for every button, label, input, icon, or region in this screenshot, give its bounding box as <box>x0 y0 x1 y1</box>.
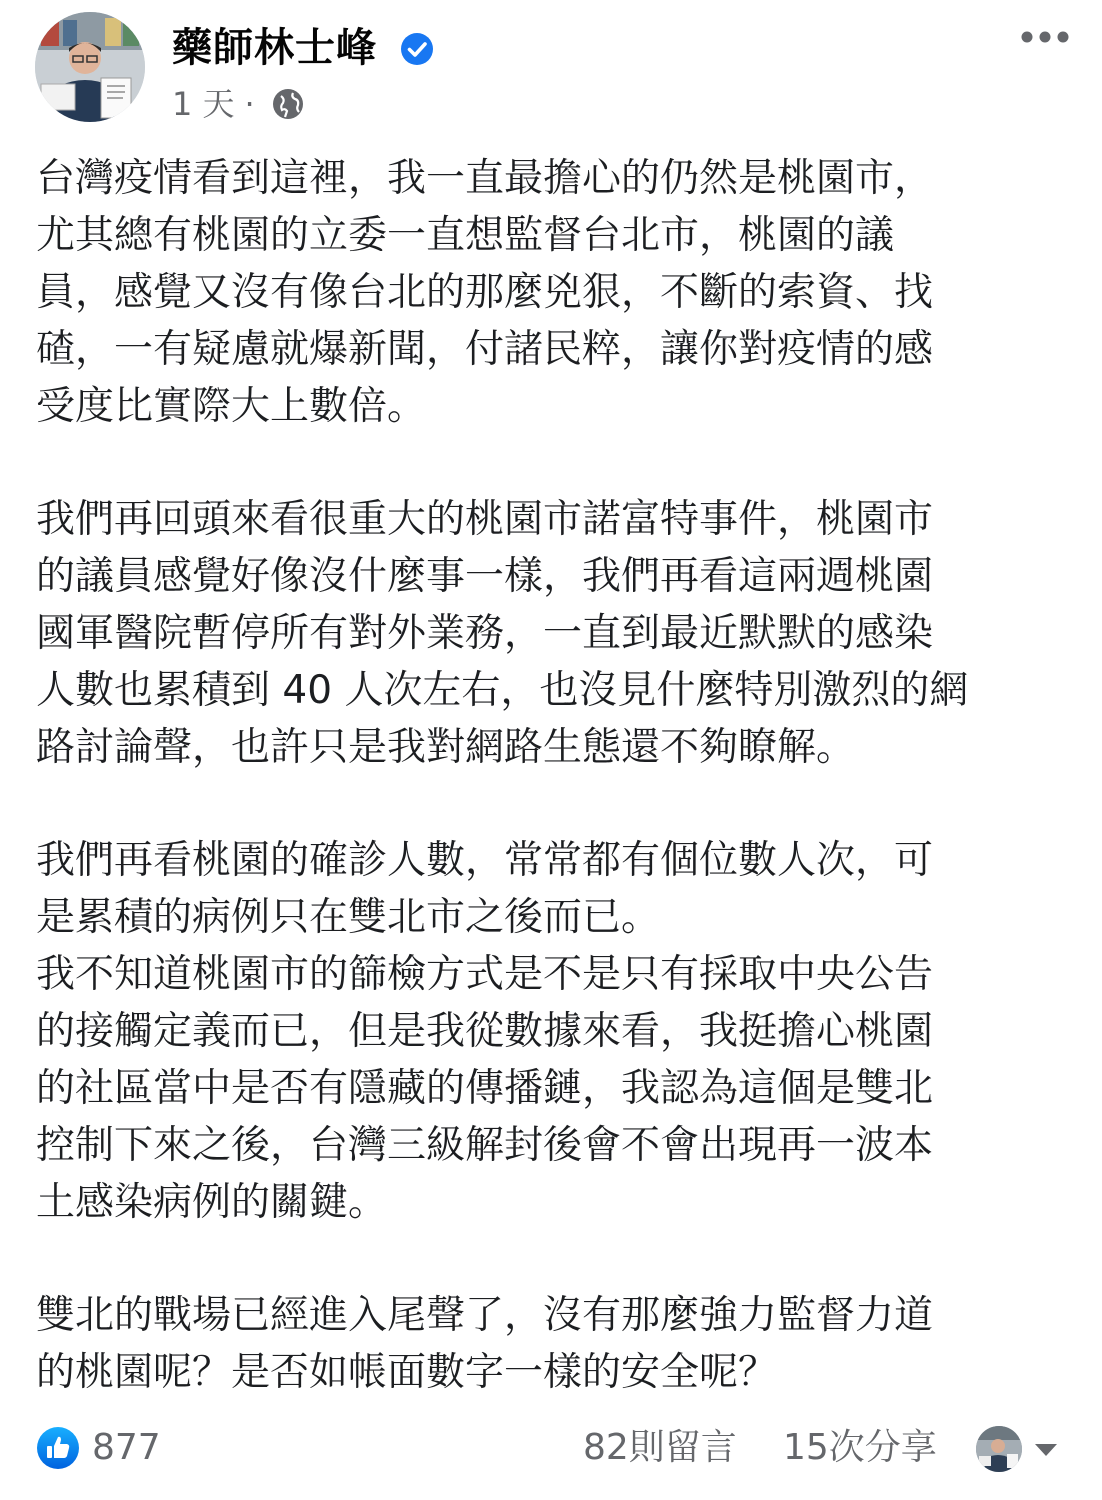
author-name[interactable]: 藥師林士峰 <box>172 25 377 71</box>
text-line: 員，感覺又沒有像台北的那麼兇狠，不斷的索資、找 <box>36 270 934 315</box>
text-line: 我們再回頭來看很重大的桃園市諾富特事件，桃園市 <box>36 497 934 542</box>
reaction-avatar[interactable] <box>976 1426 1022 1472</box>
meta-separator: · <box>244 85 255 123</box>
post-paragraph-2 <box>36 491 1066 776</box>
text-line: 路討論聲，也許只是我對網路生態還不夠瞭解。 <box>36 725 856 770</box>
text-line: 的桃園呢？是否如帳面數字一樣的安全呢？ <box>36 1350 778 1395</box>
post-meta <box>172 82 305 126</box>
text-line: 碴，一有疑慮就爆新聞，付諸民粹，讓你對疫情的感 <box>36 327 934 372</box>
text-line: 土感染病例的關鍵。 <box>36 1180 388 1225</box>
post-text <box>36 150 1066 1401</box>
text-line: 的社區當中是否有隱藏的傳播鏈，我認為這個是雙北 <box>36 1066 934 1111</box>
reaction-count[interactable]: 877 <box>92 1427 161 1468</box>
more-options-icon[interactable] <box>1018 22 1072 52</box>
caret-down-icon[interactable] <box>1032 1440 1060 1460</box>
post-timestamp[interactable]: 1 天 <box>172 85 235 123</box>
text-line: 尤其總有桃園的立委一直想監督台北市，桃園的議 <box>36 213 895 258</box>
post-footer <box>0 1420 1102 1480</box>
text-line: 國軍醫院暫停所有對外業務，一直到最近默默的感染 <box>36 611 934 656</box>
text-line: 我們再看桃園的確診人數，常常都有個位數人次，可 <box>36 838 934 883</box>
text-line: 我不知道桃園市的篩檢方式是不是只有採取中央公告 <box>36 952 934 997</box>
text-line: 的議員感覺好像沒什麼事一樣，我們再看這兩週桃園 <box>36 554 934 599</box>
comment-count[interactable]: 82則留言 <box>583 1427 737 1468</box>
text-line: 雙北的戰場已經進入尾聲了，沒有那麼強力監督力道 <box>36 1293 934 1338</box>
text-line: 的接觸定義而已，但是我從數據來看，我挺擔心桃園 <box>36 1009 934 1054</box>
text-line: 台灣疫情看到這裡，我一直最擔心的仍然是桃園市， <box>36 156 934 201</box>
author-avatar[interactable] <box>35 12 145 122</box>
post-header <box>0 0 1102 140</box>
text-line: 是累積的病例只在雙北市之後而已。 <box>36 895 661 940</box>
verified-badge-icon <box>400 32 434 66</box>
text-line: 控制下來之後，台灣三級解封後會不會出現再一波本 <box>36 1123 934 1168</box>
share-count[interactable]: 15次分享 <box>783 1427 937 1468</box>
like-icon[interactable] <box>36 1426 80 1470</box>
post-paragraph-4 <box>36 1287 1066 1401</box>
text-line: 人數也累積到 40 人次左右，也沒見什麼特別激烈的網 <box>36 668 969 713</box>
text-line: 受度比實際大上數倍。 <box>36 384 427 429</box>
post-paragraph-1 <box>36 150 1066 435</box>
globe-icon <box>271 87 305 121</box>
post-paragraph-3 <box>36 832 1066 1231</box>
